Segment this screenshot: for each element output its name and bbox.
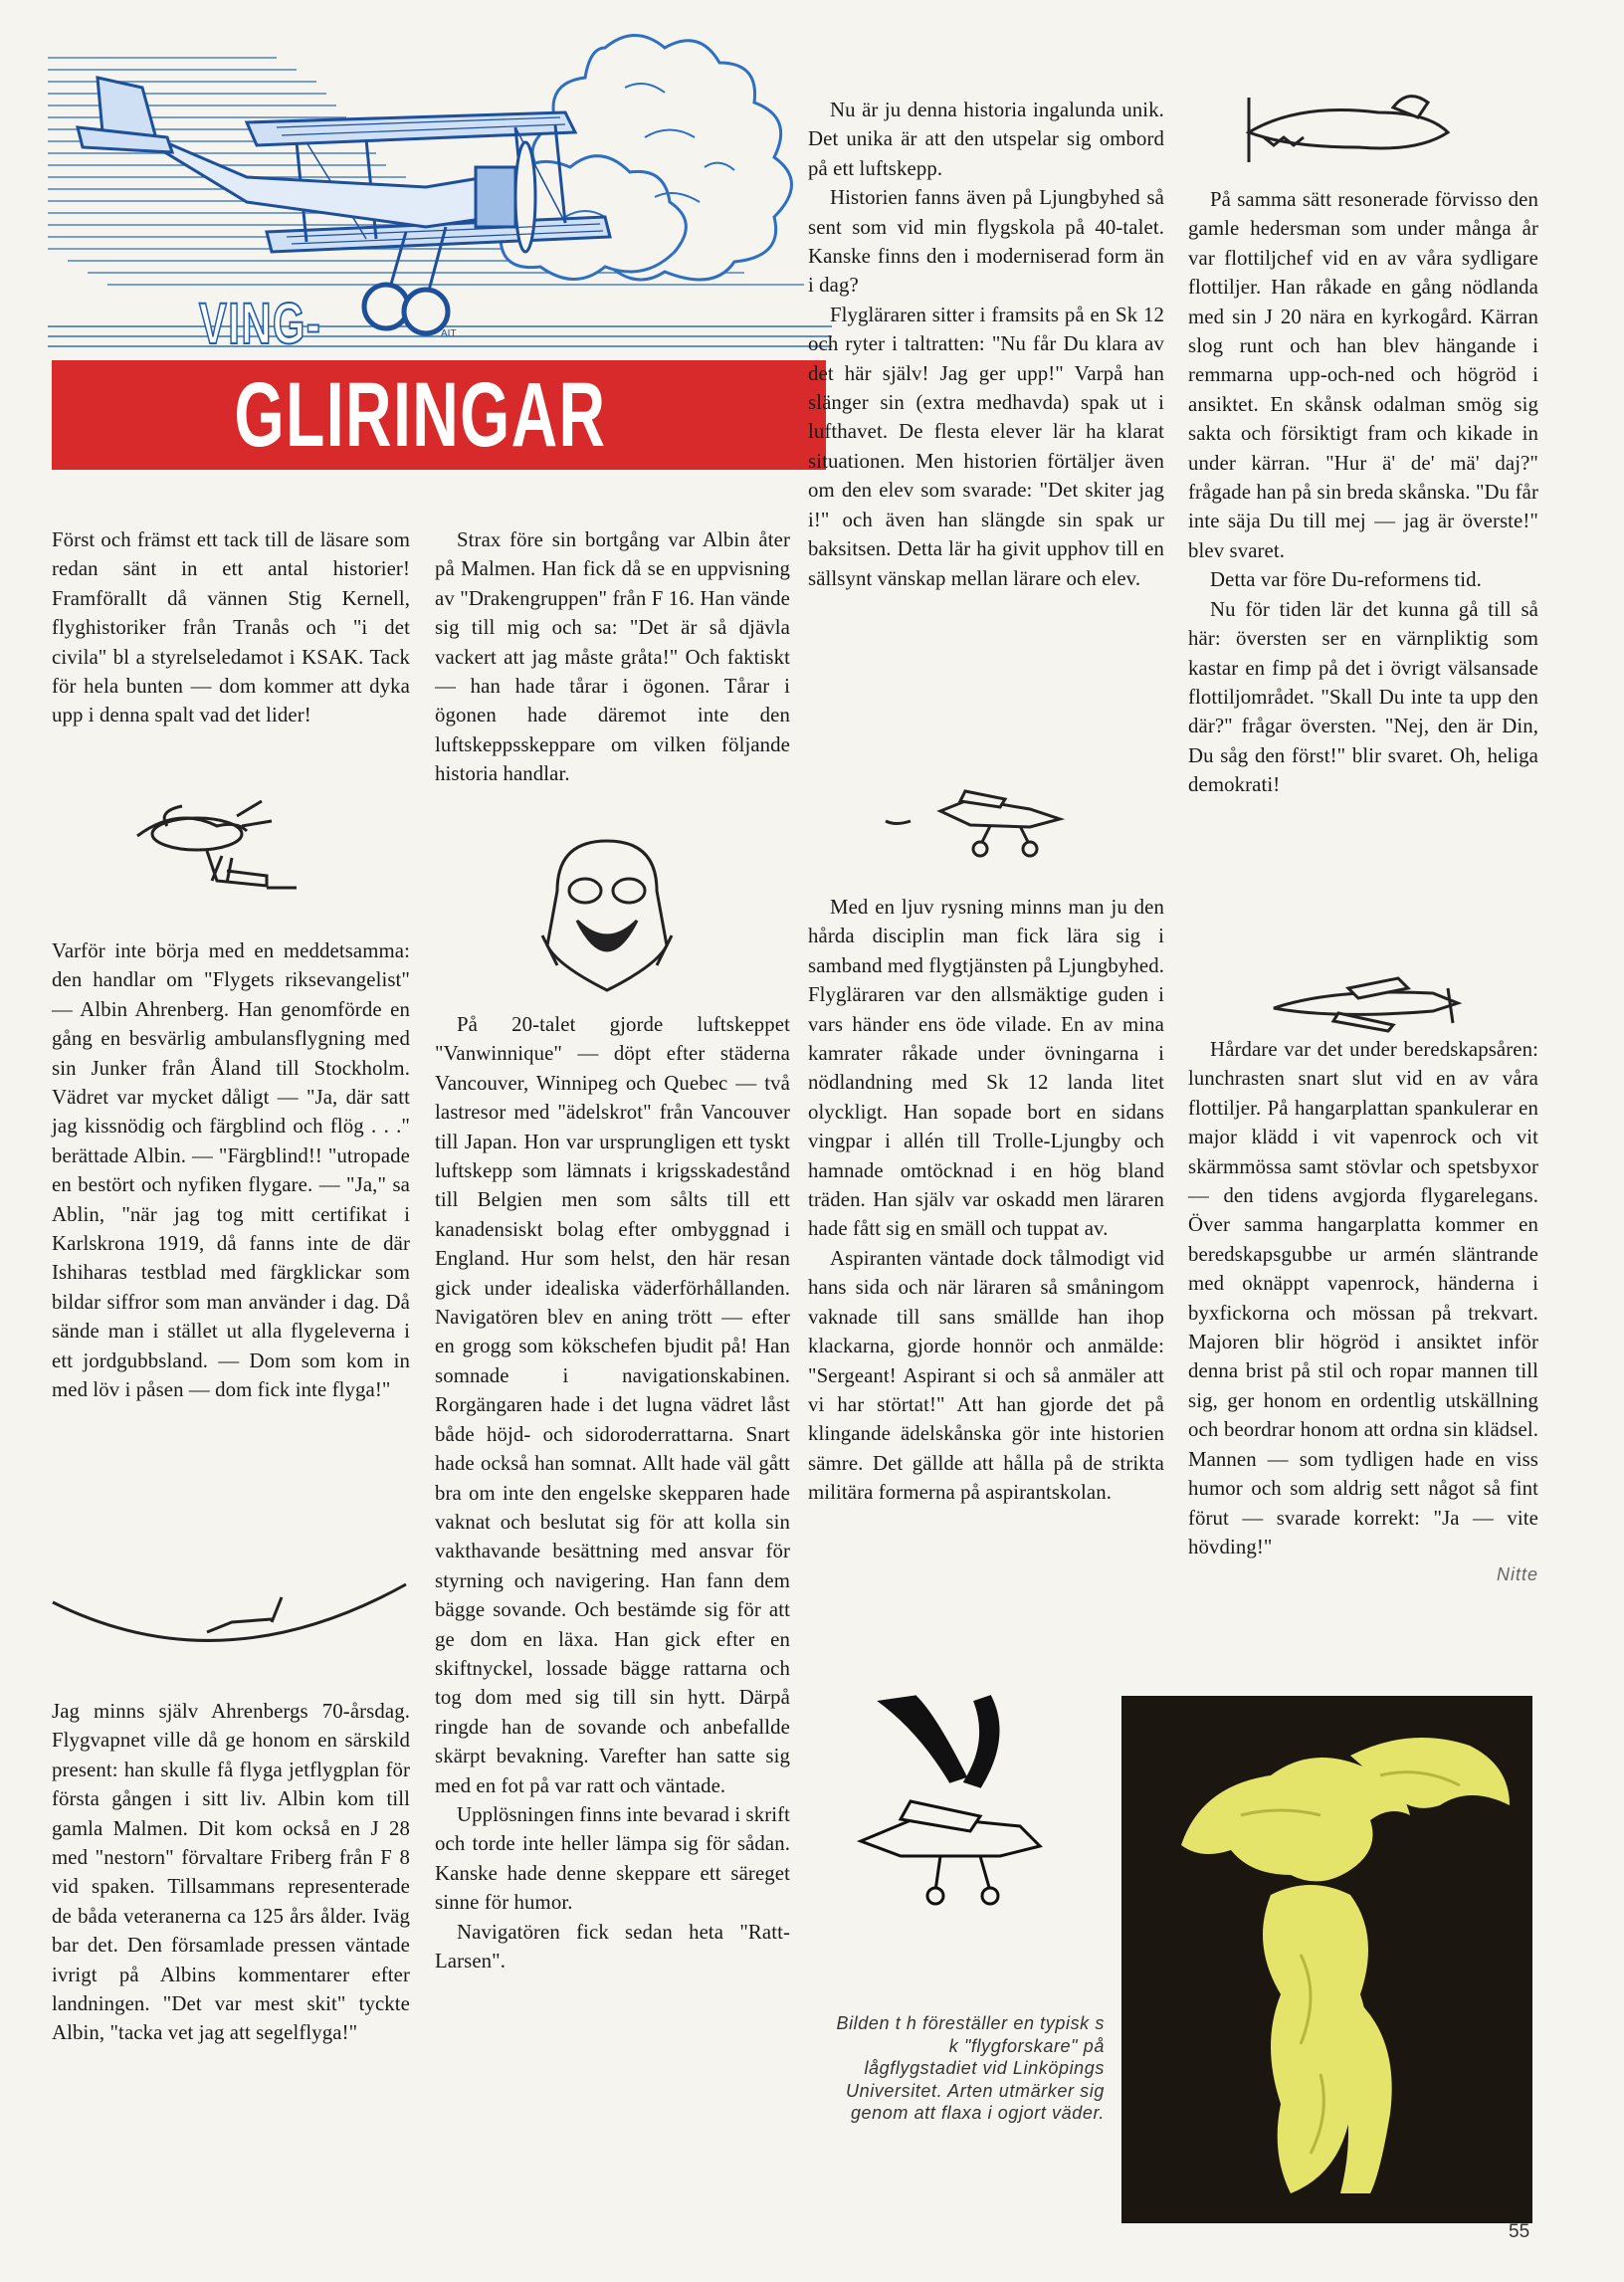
paragraph: Nu är ju denna historia ingalunda unik. Det unika är att den utspelar sig ombord på ett luftskepp. (808, 99, 1164, 180)
signature-row (1188, 1559, 1538, 1589)
author-signature: Nitte (1496, 1564, 1538, 1585)
page-title: GLIRINGAR (234, 364, 607, 466)
column-2b (435, 1010, 790, 1975)
photo-caption: Bilden t h föreställer en typisk s k "flygforskare" på lågflygstadiet vid Linköpings Universitet. Arten utmärker sig genom att flaxa i ogjort väder. (836, 2013, 1105, 2123)
paragraph: På samma sätt resonerade förvisso den gamle hedersman som under många år var flottiljchef vid en av våra sydligare flottiljer. Han råkade en gång nödlanda med sin J 20 nära en kyrkogård. Kärran slog runt och han blev hängande i remmarna upp-och-ned och högröd i ansiktet. En skånsk odalman smög sig sakta och försiktigt fram och kikade in under kärran. "Hur ä' de' mä' daj?" frågade han på sin breda skånska. "Du får inte säja Du till mej — jag är överste!" blev svaret. (1188, 188, 1538, 562)
bird-plane-icon (841, 1692, 1055, 1921)
shark-plane-icon (1244, 88, 1458, 167)
aviator-face-icon (537, 836, 677, 1000)
jet-plane-icon (1269, 973, 1468, 1033)
paragraph: Aspiranten väntade dock tålmodigt vid hans sida och när läraren så småningom vaknade till sans smällde han ihop klackarna, gjorde honnör och anmälde: "Sergeant! Aspirant si och så anmäler att vi har störtat!" Att han gjorde det på klingande ädelskånska gör inte historien sämre. Det gällde att hålla på de strikta militära formerna på aspirantskolan. (808, 1246, 1164, 1505)
column-1 (52, 525, 410, 730)
glider-icon (48, 1582, 411, 1677)
column-4b (1188, 1035, 1538, 1590)
paragraph: Historien fanns även på Ljungbyhed så sent som vid min flygskola på 40-talet. Kanske finns den i moderniserad form än i dag? (808, 186, 1164, 298)
small-plane-icon (881, 781, 1080, 861)
statuette-photo (1121, 1696, 1532, 2223)
page-number: 55 (1509, 2221, 1530, 2242)
paragraph: Upplösningen finns inte bevarad i skrift och torde inte heller lämpa sig för sådan. Kanske hade denne skeppare ett säreget sinne för humor. (435, 1802, 790, 1915)
column-3b (808, 893, 1164, 1508)
paragraph: Med en ljuv rysning minns man ju den hårda disciplin man fick lära sig i samband med flygtjänsten på Ljungbyhed. Flygläraren var den allsmäktige guden i vars händer ens öde vilade. En av mina kamrater råkade under övningarna i nödlandning med Sk 12 landa litet olyckligt. Han sopade bort en sidans vingpar i allén till Trolle-Ljungby och hamnade omtöcknad i en hög bland träden. Han själv var oskadd men läraren hade fått sig en smäll och tuppat av. (808, 896, 1164, 1241)
svg-text:AIT: AIT (441, 328, 457, 339)
paragraph: Varför inte börja med en meddetsamma: den handlar om "Flygets riksevangelist" — Albin Ahrenberg. Han genomförde en gång en besvärlig ambulansflygning med sin Junker från Åland till Stockholm. Vädret var mycket dåligt — "Ja, där satt jag kissnödig och färgblind och flög . . ." berättade Albin. — "Färgblind!! "utropade en bestört och nyfiken flygare. — "Ja," sa Ablin, "när jag tog mitt certifikat i Karlskrona 1919, då fanns inte de där Ishiharas testblad med färgklickar som bildar siffror som man använder i dag. Då sände man i stället ut alla flygeleverna i ett jordgubbsland. — Dom som kom in med löv i påsen — dom fick inte flyga!" (52, 939, 410, 1402)
column-3 (808, 96, 1164, 593)
paragraph: Först och främst ett tack till de läsare som redan sänt in ett antal historier! Framförallt då vännen Stig Kernell, flyghistoriker från Tranås och "i det civila" bl a styrelseledamot i KSAK. Tack för hela bunten — dom kommer att dyka upp i denna spalt vad det lider! (52, 528, 410, 727)
paragraph: Nu för tiden lär det kunna gå till så här: översten ser en värnpliktig som kastar en fimp på det i övrigt välsansade flottiljområdet. "Skall Du inte ta upp den där?" frågar översten. "Nej, den är Din, Du såg den först!" blir svaret. Oh, heliga demokrati! (1188, 597, 1538, 797)
column-1b (52, 936, 410, 1405)
paragraph: Flygläraren sitter i framsits på en Sk 12 och ryter i taltratten: "Nu får Du klara av det här själv! Jag ger upp!" Varpå han slänger sin (extra medhavda) spak ut i lufthavet. De flesta elever lär ha klarat situationen. Men historien förtäljer även om den elev som svarade: "Det skiter jag i!" och även han slängde sin spak ur baksitsen. Detta lär ha givit upphov till en sällsynt vänskap mellan lärare och elev. (808, 303, 1164, 590)
paragraph: Jag minns själv Ahrenbergs 70-årsdag. Flygvapnet ville då ge honom en särskild present: han skulle få flyga jetflygplan för första gången i sitt liv. Albin kom till gamla Malmen. Dit kom också en J 28 med "nestorn" förvaltare Friberg från F 8 vid spaken. Tillsammans representerade de båda veteranerna ca 125 års ålder. Iväg bar det. Den församlade pressen väntade ivrigt på Albins kommentarer efter landningen. "Det var mest skit" tyckte Albin, "tacka vet jag att segelflyga!" (52, 1700, 410, 2045)
paragraph: Navigatören fick sedan heta "Ratt-Larsen". (435, 1920, 790, 1972)
cartoon-plane-icon (127, 796, 306, 901)
paragraph: Detta var före Du-reformens tid. (1210, 568, 1482, 592)
paragraph: På 20-talet gjorde luftskeppet "Vanwinnique" — döpt efter städerna Vancouver, Winnipeg och Quebec — två lastresor med "ädelskrot" från Vancouver till Japan. Hon var ursprungligen ett tyskt luftskepp som lämnats i krigsskadestånd till Belgien men som sålts till ett kanadensiskt bolag efter ombyggnad i England. Hur som helst, den här resan gick under idealiska väderförhållanden. Navigatören blev en aning trött — efter en grogg som kökschefen bjudit på! Han somnade i navigationskabinen. Rorgängaren hade i det lugna vädret låst både höjd- och sidoroderrattarna. Snart hade också han somnat. Allt hade väl gått bra om inte den engelske skepparen hade vaknat och beslutat sig för att kolla sin vakthavande besättning med ansvar för styrning och navigering. Han fann dem bägge sovande. Och bestämde sig för att ge dom en läxa. Han gick efter en skiftnyckel, lossade bägge rattarna och tog dom med sig till sin hytt. Därpå ringde han de sovande och anbefallde skärpt bevakning. Varefter han satte sig med en fot på var ratt och väntade. (435, 1013, 790, 1797)
column-1c (52, 1697, 410, 2048)
column-2 (435, 525, 790, 789)
column-4 (1188, 185, 1538, 800)
paragraph: Strax före sin bortgång var Albin åter på Malmen. Han fick då se en uppvisning av "Drakengruppen" från F 16. Han vände sig till mig och sa: "Det är så djävla vackert att jag måste gråta!" Och faktiskt — han hade tårar i ögonen. Tårar i ögonen hade däremot inte den luftskeppsskeppare om vilken följande historia handlar. (435, 528, 790, 786)
title-ving: VING- (199, 292, 322, 356)
paragraph: Hårdare var det under beredskapsåren: lunchrasten snart slut vid en av våra flottiljer. På hangarplattan spankulerar en major klädd i vit vapenrock och vit skärmmössa samt stövlar och spetsbyxor — den tidens avgjorda flygarelegans. Över samma hangarplatta kommer en beredskapsgubbe ur armén släntrande med oknäppt vapenrock, händerna i byxfickorna och mössan på trekvart. Majoren blir högröd i ansiktet inför denna brist på stil och ropar mannen till sig, ger honom en ordentlig utskällning och beordrar honom att ordna sin klädsel. Mannen — som tydligen hade en viss humor och som aldrig sett något så fint förut — svarade korrekt: "Ja — vite hövding!" (1188, 1038, 1538, 1558)
